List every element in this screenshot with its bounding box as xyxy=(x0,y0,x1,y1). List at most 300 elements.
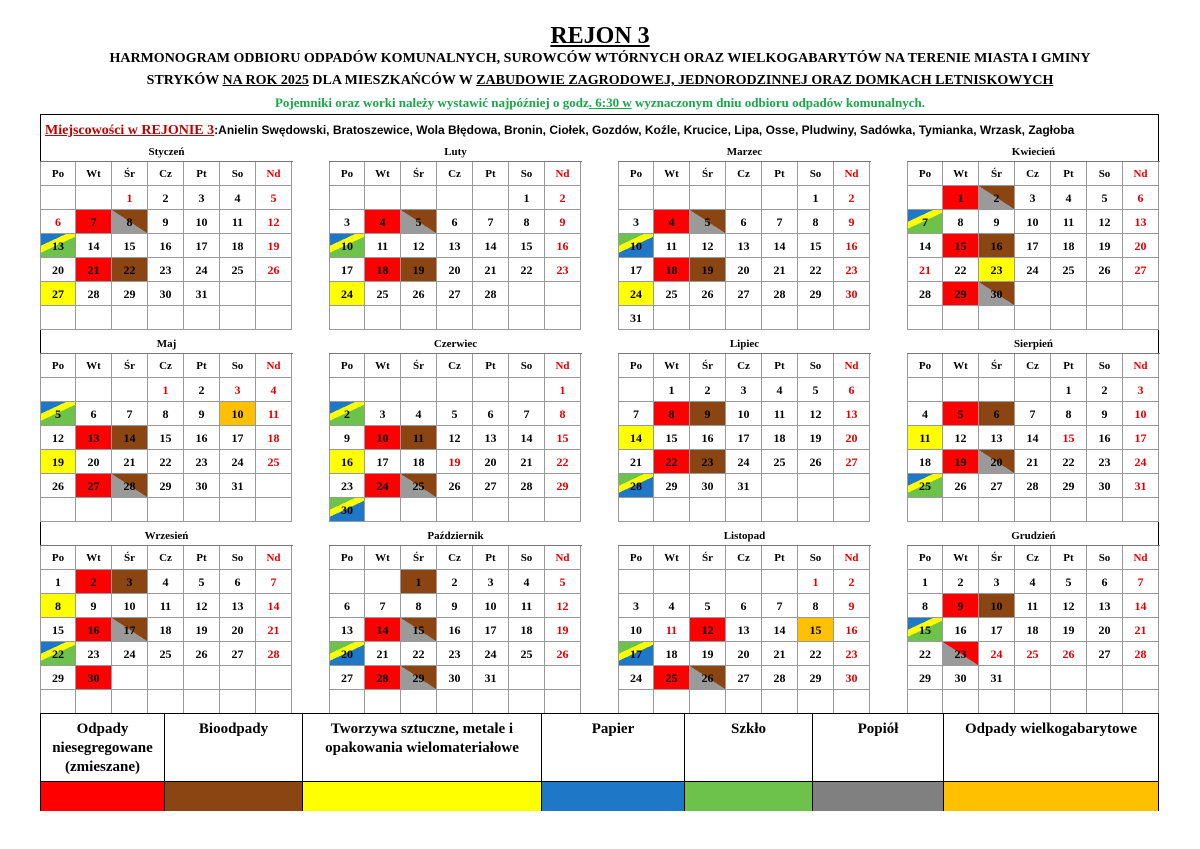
day-cell: 2 xyxy=(834,186,870,210)
day-name: Pt xyxy=(762,162,798,186)
instruction-b: . 6:30 w xyxy=(588,95,632,110)
day-cell: 3 xyxy=(979,570,1015,594)
day-cell: 27 xyxy=(220,642,256,666)
day-cell: 18 xyxy=(654,258,690,282)
towns-label: Miejscowości w REJONIE 3 xyxy=(45,123,215,138)
empty-cell xyxy=(979,306,1015,330)
empty-cell xyxy=(726,570,762,594)
day-cell: 19 xyxy=(256,234,292,258)
day-name: Po xyxy=(40,546,76,570)
day-cell: 27 xyxy=(329,666,365,690)
day-cell: 17 xyxy=(473,618,509,642)
day-cell: 8 xyxy=(112,210,148,234)
day-cell: 10 xyxy=(112,594,148,618)
instruction-line xyxy=(0,94,1200,111)
day-cell: 7 xyxy=(112,402,148,426)
day-name: Pt xyxy=(184,162,220,186)
day-cell: 4 xyxy=(654,210,690,234)
day-cell: 16 xyxy=(943,618,979,642)
day-cell: 9 xyxy=(690,402,726,426)
month-name: Październik xyxy=(329,526,582,546)
day-cell: 14 xyxy=(112,426,148,450)
empty-cell xyxy=(726,186,762,210)
day-cell: 31 xyxy=(220,474,256,498)
day-cell: 7 xyxy=(618,402,654,426)
empty-cell xyxy=(148,690,184,714)
day-cell: 25 xyxy=(654,282,690,306)
empty-cell xyxy=(220,666,256,690)
day-cell: 16 xyxy=(184,426,220,450)
month-7 xyxy=(618,334,871,526)
day-cell: 31 xyxy=(1123,474,1159,498)
empty-cell xyxy=(220,306,256,330)
empty-cell xyxy=(1123,666,1159,690)
day-cell: 28 xyxy=(1015,474,1051,498)
day-cell: 13 xyxy=(473,426,509,450)
day-cell: 26 xyxy=(401,282,437,306)
empty-cell xyxy=(40,690,76,714)
day-cell: 13 xyxy=(40,234,76,258)
legend-label: Odpady niesegregowane (zmieszane) xyxy=(52,721,153,775)
day-name: Po xyxy=(907,546,943,570)
month-name: Czerwiec xyxy=(329,334,582,354)
empty-cell xyxy=(762,306,798,330)
day-name: Nd xyxy=(1123,546,1159,570)
day-cell: 29 xyxy=(545,474,581,498)
day-cell: 1 xyxy=(943,186,979,210)
empty-cell xyxy=(979,378,1015,402)
day-cell: 29 xyxy=(401,666,437,690)
empty-cell xyxy=(762,570,798,594)
day-cell: 23 xyxy=(184,450,220,474)
day-cell: 28 xyxy=(762,282,798,306)
day-cell: 22 xyxy=(654,450,690,474)
day-cell: 15 xyxy=(401,618,437,642)
empty-cell xyxy=(1051,282,1087,306)
day-cell: 5 xyxy=(690,594,726,618)
day-cell: 9 xyxy=(76,594,112,618)
legend-item-paper xyxy=(542,713,685,811)
day-cell: 22 xyxy=(40,642,76,666)
day-name: Wt xyxy=(76,546,112,570)
day-name: Cz xyxy=(1015,354,1051,378)
day-cell: 11 xyxy=(220,210,256,234)
empty-cell xyxy=(618,690,654,714)
day-cell: 16 xyxy=(148,234,184,258)
empty-cell xyxy=(329,186,365,210)
empty-cell xyxy=(329,306,365,330)
day-name: Po xyxy=(40,162,76,186)
day-name: So xyxy=(1087,162,1123,186)
day-cell: 8 xyxy=(798,594,834,618)
day-cell: 10 xyxy=(618,234,654,258)
day-name: Nd xyxy=(1123,162,1159,186)
month-10 xyxy=(329,526,582,718)
empty-cell xyxy=(690,306,726,330)
legend-label: Bioodpady xyxy=(198,721,269,737)
day-cell: 25 xyxy=(220,258,256,282)
day-name: Po xyxy=(329,354,365,378)
day-cell: 20 xyxy=(1123,234,1159,258)
empty-cell xyxy=(365,570,401,594)
subtitle-2b: NA ROK 2025 xyxy=(222,73,309,88)
day-name: Pt xyxy=(473,162,509,186)
empty-cell xyxy=(762,690,798,714)
empty-cell xyxy=(618,498,654,522)
day-cell: 25 xyxy=(509,642,545,666)
day-cell: 23 xyxy=(979,258,1015,282)
day-name: So xyxy=(798,354,834,378)
page-title: REJON 3 xyxy=(550,23,650,49)
day-cell: 30 xyxy=(329,498,365,522)
day-cell: 10 xyxy=(365,426,401,450)
day-cell: 16 xyxy=(545,234,581,258)
empty-cell xyxy=(329,690,365,714)
day-cell: 4 xyxy=(1015,570,1051,594)
day-name: Śr xyxy=(401,354,437,378)
towns-list: :Anielin Swędowski, Bratoszewice, Wola Błędowa, Bronin, Ciołek, Gozdów, Koźle, Krucice, Lipa, Osse, Pludwiny, Sadówka, Tymianka, Wrzask, Zagłoba xyxy=(214,123,1075,137)
day-name: Cz xyxy=(437,354,473,378)
day-cell: 13 xyxy=(726,618,762,642)
empty-cell xyxy=(1087,306,1123,330)
day-cell: 20 xyxy=(76,450,112,474)
day-cell: 13 xyxy=(437,234,473,258)
empty-cell xyxy=(1123,498,1159,522)
day-cell: 5 xyxy=(690,210,726,234)
day-name: Cz xyxy=(437,162,473,186)
empty-cell xyxy=(1015,666,1051,690)
day-cell: 8 xyxy=(40,594,76,618)
day-name: Cz xyxy=(726,546,762,570)
empty-cell xyxy=(112,666,148,690)
day-cell: 29 xyxy=(943,282,979,306)
month-1 xyxy=(40,142,293,334)
day-cell: 20 xyxy=(473,450,509,474)
day-cell: 11 xyxy=(907,426,943,450)
empty-cell xyxy=(762,474,798,498)
empty-cell xyxy=(509,306,545,330)
day-cell: 20 xyxy=(329,642,365,666)
empty-cell xyxy=(509,498,545,522)
day-cell: 15 xyxy=(1051,426,1087,450)
empty-cell xyxy=(654,690,690,714)
day-cell: 22 xyxy=(401,642,437,666)
day-cell: 15 xyxy=(40,618,76,642)
day-cell: 26 xyxy=(40,474,76,498)
day-cell: 9 xyxy=(148,210,184,234)
empty-cell xyxy=(1087,690,1123,714)
day-cell: 5 xyxy=(40,402,76,426)
day-cell: 4 xyxy=(1051,186,1087,210)
month-name: Luty xyxy=(329,142,582,162)
day-cell: 18 xyxy=(509,618,545,642)
day-cell: 26 xyxy=(1051,642,1087,666)
day-cell: 14 xyxy=(509,426,545,450)
empty-cell xyxy=(834,498,870,522)
empty-cell xyxy=(979,690,1015,714)
day-cell: 10 xyxy=(184,210,220,234)
day-name: Wt xyxy=(943,162,979,186)
empty-cell xyxy=(184,306,220,330)
day-name: So xyxy=(509,162,545,186)
day-cell: 7 xyxy=(907,210,943,234)
legend-label: Popiół xyxy=(857,721,899,737)
empty-cell xyxy=(76,498,112,522)
day-cell: 31 xyxy=(979,666,1015,690)
day-name: Śr xyxy=(979,354,1015,378)
towns-line xyxy=(45,119,1074,141)
day-cell: 18 xyxy=(1015,618,1051,642)
day-name: Po xyxy=(618,354,654,378)
empty-cell xyxy=(690,570,726,594)
day-cell: 23 xyxy=(834,258,870,282)
empty-cell xyxy=(907,186,943,210)
empty-cell xyxy=(365,306,401,330)
day-cell: 21 xyxy=(1015,450,1051,474)
day-cell: 28 xyxy=(618,474,654,498)
day-cell: 23 xyxy=(437,642,473,666)
empty-cell xyxy=(1015,378,1051,402)
day-cell: 14 xyxy=(762,234,798,258)
day-cell: 16 xyxy=(834,234,870,258)
day-name: Wt xyxy=(654,546,690,570)
empty-cell xyxy=(509,378,545,402)
day-cell: 16 xyxy=(76,618,112,642)
day-cell: 25 xyxy=(401,474,437,498)
empty-cell xyxy=(76,690,112,714)
day-cell: 11 xyxy=(1015,594,1051,618)
day-cell: 14 xyxy=(762,618,798,642)
day-cell: 24 xyxy=(1123,450,1159,474)
month-name: Grudzień xyxy=(907,526,1160,546)
day-name: Wt xyxy=(365,546,401,570)
day-cell: 6 xyxy=(76,402,112,426)
day-cell: 18 xyxy=(256,426,292,450)
day-cell: 10 xyxy=(1015,210,1051,234)
empty-cell xyxy=(798,498,834,522)
day-cell: 19 xyxy=(798,426,834,450)
day-cell: 18 xyxy=(148,618,184,642)
day-cell: 6 xyxy=(329,594,365,618)
empty-cell xyxy=(256,666,292,690)
day-cell: 30 xyxy=(437,666,473,690)
empty-cell xyxy=(1087,666,1123,690)
day-cell: 30 xyxy=(148,282,184,306)
empty-cell xyxy=(654,306,690,330)
day-cell: 22 xyxy=(943,258,979,282)
legend-item-glass xyxy=(685,713,813,811)
day-cell: 25 xyxy=(148,642,184,666)
day-cell: 4 xyxy=(401,402,437,426)
legend-item-bio xyxy=(165,713,303,811)
day-cell: 29 xyxy=(112,282,148,306)
day-cell: 12 xyxy=(1087,210,1123,234)
day-cell: 21 xyxy=(365,642,401,666)
day-cell: 1 xyxy=(1051,378,1087,402)
empty-cell xyxy=(437,498,473,522)
day-cell: 1 xyxy=(654,378,690,402)
empty-cell xyxy=(943,306,979,330)
empty-cell xyxy=(473,498,509,522)
day-name: Po xyxy=(907,354,943,378)
day-cell: 20 xyxy=(220,618,256,642)
day-name: So xyxy=(798,162,834,186)
day-cell: 13 xyxy=(979,426,1015,450)
day-name: Pt xyxy=(184,354,220,378)
day-cell: 15 xyxy=(907,618,943,642)
day-cell: 1 xyxy=(401,570,437,594)
day-cell: 24 xyxy=(473,642,509,666)
empty-cell xyxy=(220,498,256,522)
day-cell: 24 xyxy=(726,450,762,474)
day-cell: 9 xyxy=(834,594,870,618)
empty-cell xyxy=(40,186,76,210)
day-name: Nd xyxy=(834,162,870,186)
day-cell: 25 xyxy=(907,474,943,498)
day-cell: 31 xyxy=(473,666,509,690)
day-cell: 12 xyxy=(437,426,473,450)
day-cell: 4 xyxy=(220,186,256,210)
day-name: Śr xyxy=(112,162,148,186)
day-cell: 24 xyxy=(365,474,401,498)
day-cell: 11 xyxy=(365,234,401,258)
day-cell: 17 xyxy=(220,426,256,450)
day-cell: 18 xyxy=(401,450,437,474)
day-cell: 30 xyxy=(76,666,112,690)
empty-cell xyxy=(1015,282,1051,306)
legend-swatch xyxy=(41,781,164,811)
day-cell: 21 xyxy=(112,450,148,474)
day-cell: 6 xyxy=(40,210,76,234)
day-cell: 20 xyxy=(979,450,1015,474)
empty-cell xyxy=(76,306,112,330)
day-cell: 5 xyxy=(437,402,473,426)
day-cell: 3 xyxy=(365,402,401,426)
empty-cell xyxy=(907,690,943,714)
day-cell: 1 xyxy=(148,378,184,402)
day-cell: 12 xyxy=(40,426,76,450)
day-cell: 20 xyxy=(726,258,762,282)
empty-cell xyxy=(1051,498,1087,522)
day-cell: 7 xyxy=(256,570,292,594)
empty-cell xyxy=(545,498,581,522)
empty-cell xyxy=(943,378,979,402)
day-cell: 30 xyxy=(834,666,870,690)
day-cell: 28 xyxy=(762,666,798,690)
day-cell: 27 xyxy=(76,474,112,498)
day-cell: 26 xyxy=(690,282,726,306)
day-cell: 10 xyxy=(618,618,654,642)
empty-cell xyxy=(654,570,690,594)
empty-cell xyxy=(1051,690,1087,714)
day-cell: 6 xyxy=(473,402,509,426)
day-cell: 21 xyxy=(618,450,654,474)
day-cell: 16 xyxy=(979,234,1015,258)
legend-label: Papier xyxy=(591,721,635,737)
empty-cell xyxy=(1015,498,1051,522)
day-cell: 24 xyxy=(618,666,654,690)
empty-cell xyxy=(148,498,184,522)
day-name: Pt xyxy=(473,354,509,378)
day-cell: 23 xyxy=(148,258,184,282)
day-cell: 15 xyxy=(798,618,834,642)
day-cell: 1 xyxy=(907,570,943,594)
day-cell: 20 xyxy=(437,258,473,282)
month-5 xyxy=(40,334,293,526)
legend-swatch xyxy=(813,781,943,811)
day-name: So xyxy=(1087,546,1123,570)
empty-cell xyxy=(112,690,148,714)
month-4 xyxy=(907,142,1160,334)
day-cell: 3 xyxy=(1123,378,1159,402)
day-cell: 23 xyxy=(545,258,581,282)
day-cell: 5 xyxy=(798,378,834,402)
day-cell: 1 xyxy=(545,378,581,402)
month-name: Maj xyxy=(40,334,293,354)
empty-cell xyxy=(365,378,401,402)
empty-cell xyxy=(654,186,690,210)
day-name: Po xyxy=(618,162,654,186)
day-name: Pt xyxy=(1051,546,1087,570)
day-cell: 17 xyxy=(618,258,654,282)
day-name: Po xyxy=(329,546,365,570)
day-cell: 6 xyxy=(437,210,473,234)
day-cell: 3 xyxy=(112,570,148,594)
day-cell: 18 xyxy=(762,426,798,450)
empty-cell xyxy=(1087,282,1123,306)
day-cell: 2 xyxy=(690,378,726,402)
day-cell: 19 xyxy=(690,642,726,666)
empty-cell xyxy=(437,186,473,210)
day-cell: 15 xyxy=(545,426,581,450)
day-cell: 22 xyxy=(509,258,545,282)
day-cell: 29 xyxy=(1051,474,1087,498)
day-cell: 11 xyxy=(509,594,545,618)
empty-cell xyxy=(1123,282,1159,306)
day-cell: 3 xyxy=(618,594,654,618)
day-cell: 25 xyxy=(256,450,292,474)
legend-item-mixed xyxy=(40,713,165,811)
day-cell: 21 xyxy=(762,642,798,666)
day-cell: 10 xyxy=(220,402,256,426)
empty-cell xyxy=(1015,690,1051,714)
day-cell: 7 xyxy=(509,402,545,426)
day-cell: 17 xyxy=(1123,426,1159,450)
empty-cell xyxy=(473,690,509,714)
empty-cell xyxy=(256,498,292,522)
legend-item-bulky xyxy=(944,713,1159,811)
day-cell: 13 xyxy=(1087,594,1123,618)
day-cell: 4 xyxy=(256,378,292,402)
empty-cell xyxy=(112,306,148,330)
day-name: Pt xyxy=(762,354,798,378)
day-cell: 4 xyxy=(907,402,943,426)
day-cell: 24 xyxy=(979,642,1015,666)
empty-cell xyxy=(726,306,762,330)
day-name: Cz xyxy=(437,546,473,570)
day-name: Wt xyxy=(943,546,979,570)
empty-cell xyxy=(509,666,545,690)
day-name: Cz xyxy=(148,354,184,378)
empty-cell xyxy=(907,498,943,522)
day-cell: 27 xyxy=(40,282,76,306)
empty-cell xyxy=(545,306,581,330)
day-name: So xyxy=(220,354,256,378)
empty-cell xyxy=(654,498,690,522)
legend-swatch xyxy=(303,781,541,811)
day-name: Pt xyxy=(762,546,798,570)
day-cell: 5 xyxy=(1051,570,1087,594)
